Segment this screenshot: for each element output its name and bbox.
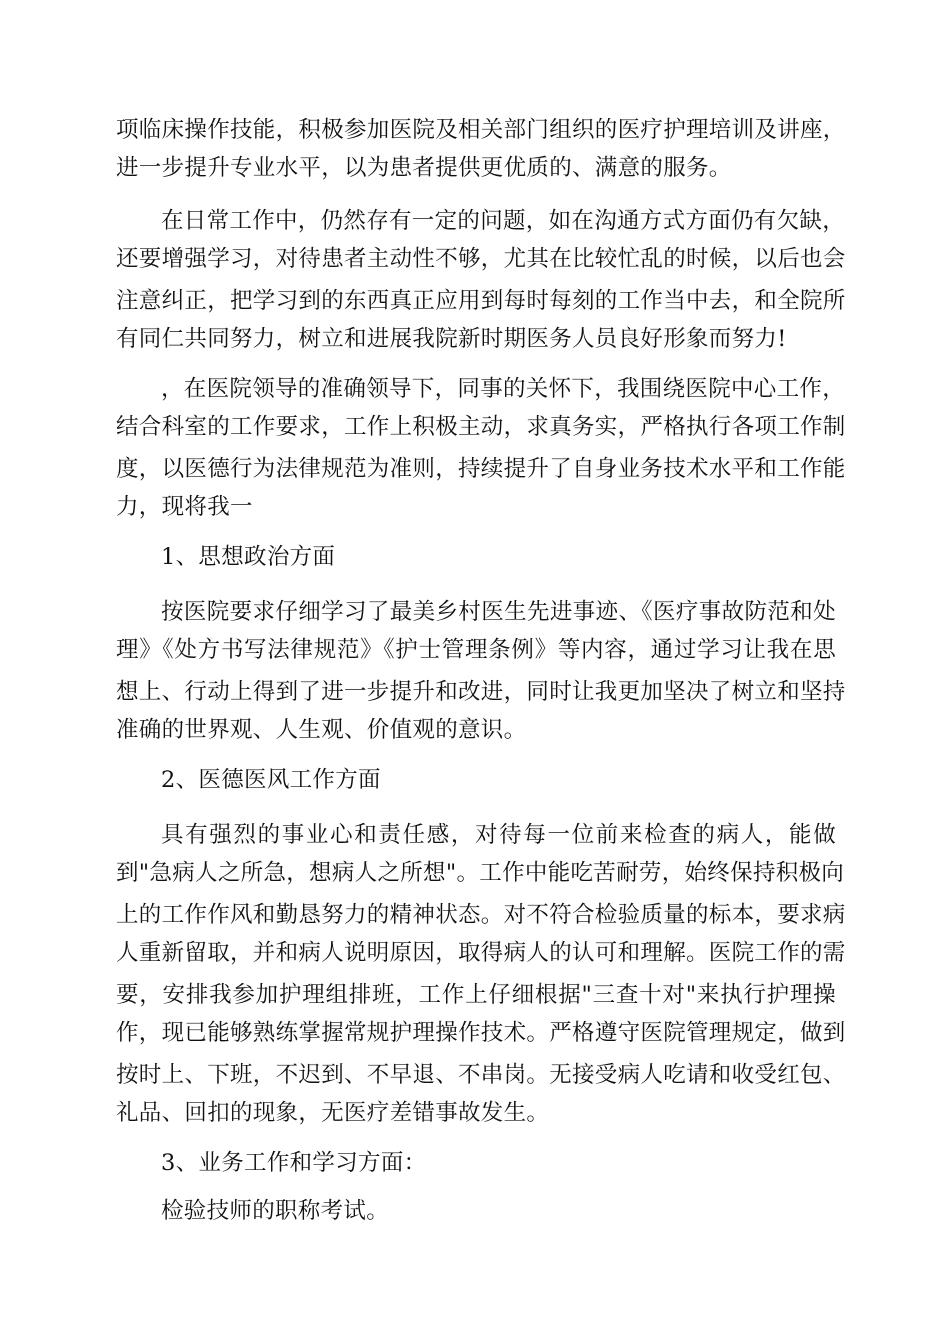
text-line: 注意纠正，把学习到的东西真正应用到每时每刻的工作当中去，和全院所 [116,288,846,314]
text-line: ，在医院领导的准确领导下，同事的关怀下，我围绕医院中心工作， [161,376,846,402]
text-line: 作，现已能够熟练掌握常规护理操作技术。严格遵守医院管理规定，做到 [116,1020,846,1046]
section-heading: 2、医德医风工作方面 [161,767,381,793]
text-line: 要，安排我参加护理组排班，工作上仔细根据"三查十对"来执行护理操 [116,982,836,1008]
text-line: 到"急病人之所急，想病人之所想"。工作中能吃苦耐劳，始终保持积极向 [116,860,845,886]
text-line: 度，以医德行为法律规范为准则，持续提升了自身业务技术水平和工作能 [116,456,846,482]
text-line: 理》《处方书写法律规范》《护士管理条例》等内容，通过学习让我在思 [116,637,836,663]
text-line: 力，现将我一 [116,494,253,520]
section-heading: 3、业务工作和学习方面： [161,1150,427,1176]
text-line: 上的工作作风和勤恳努力的精神状态。对不符合检验质量的标本，要求病 [116,902,846,928]
text-line: 结合科室的工作要求，工作上积极主动，求真务实，严格执行各项工作制 [116,414,846,440]
text-line: 具有强烈的事业心和责任感，对待每一位前来检查的病人，能做 [161,822,836,848]
text-line: 项临床操作技能，积极参加医院及相关部门组织的医疗护理培训及讲座， [116,117,846,143]
text-line: 礼品、回扣的现象，无医疗差错事故发生。 [116,1100,550,1126]
text-line: 按时上、下班，不迟到、不早退、不串岗。无接受病人吃请和收受红包、 [116,1062,846,1088]
text-line: 在日常工作中，仍然存有一定的问题，如在沟通方式方面仍有欠缺， [161,208,846,234]
text-line: 准确的世界观、人生观、价值观的意识。 [116,717,527,743]
text-line: 按医院要求仔细学习了最美乡村医生先进事迹、《医疗事故防范和处 [161,599,836,625]
text-line: 进一步提升专业水平，以为患者提供更优质的、满意的服务。 [116,155,732,181]
text-line: 有同仁共同努力，树立和进展我院新时期医务人员良好形象而努力! [116,326,787,352]
text-line: 人重新留取，并和病人说明原因，取得病人的认可和理解。医院工作的需 [116,940,846,966]
text-line: 想上、行动上得到了进一步提升和改进，同时让我更加坚决了树立和坚持 [116,679,846,705]
text-line: 检验技师的职称考试。 [161,1198,390,1224]
section-heading: 1、思想政治方面 [161,544,336,570]
text-line: 还要增强学习，对待患者主动性不够，尤其在比较忙乱的时候，以后也会 [116,246,846,272]
